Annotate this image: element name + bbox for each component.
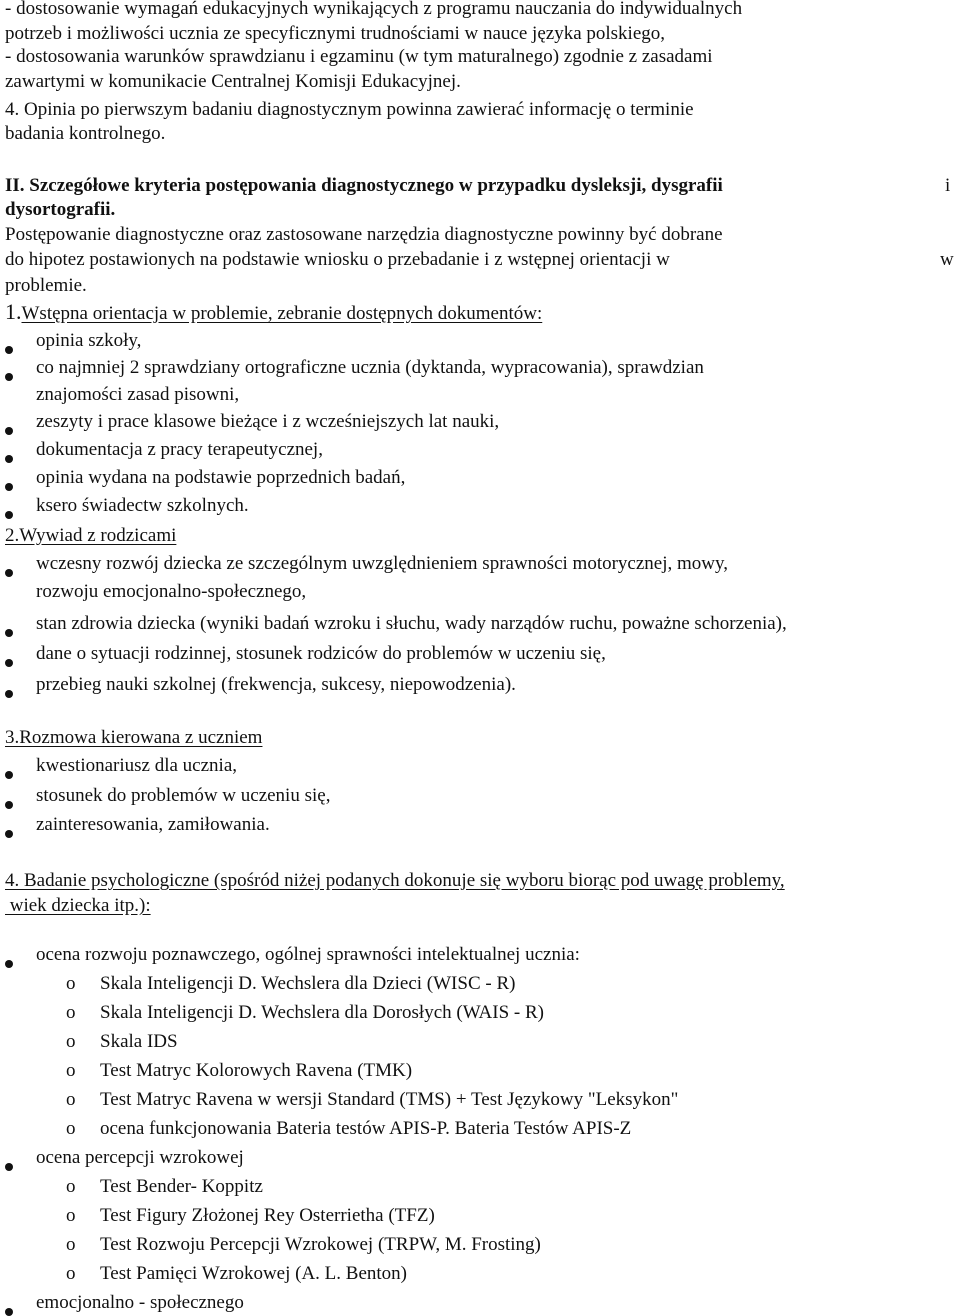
bullet-icon: [5, 830, 13, 838]
sub-list-item: Test Matryc Kolorowych Ravena (TMK): [100, 1060, 413, 1081]
bullet-icon: [5, 659, 13, 667]
list-item: stosunek do problemów w uczeniu się,: [36, 785, 331, 806]
sub-bullet-icon: o: [66, 1205, 76, 1226]
bullet-icon: [5, 1163, 13, 1171]
list-item: zeszyty i prace klasowe bieżące i z wcześniejszych lat nauki,: [36, 411, 500, 432]
list-item: stan zdrowia dziecka (wyniki badań wzroku i słuchu, wady narządów ruchu, poważne schorzenia),: [36, 613, 787, 634]
section-heading: II. Szczegółowe kryteria postępowania diagnostycznego w przypadku dysleksji, dysgrafii: [5, 175, 723, 196]
section-paragraph-end: w: [940, 249, 954, 270]
bullet-icon: [5, 690, 13, 698]
sub-list-item: Skala Inteligencji D. Wechslera dla Dorosłych (WAIS - R): [100, 1002, 544, 1023]
sub-bullet-icon: o: [66, 1060, 76, 1081]
list-item: wczesny rozwój dziecka ze szczególnym uwzględnieniem sprawności motorycznej, mowy,: [36, 553, 729, 574]
sub-list-item: Test Rozwoju Percepcji Wzrokowej (TRPW, M. Frosting): [100, 1234, 541, 1255]
part3-title: 3.Rozmowa kierowana z uczniem: [5, 727, 263, 748]
bullet-icon: [5, 346, 13, 354]
sub-list-item: Test Matryc Ravena w wersji Standard (TMS) + Test Językowy "Leksykon": [100, 1089, 679, 1110]
bullet-icon: [5, 960, 13, 968]
part4-title-cont: wiek dziecka itp.):: [5, 895, 151, 916]
sub-bullet-icon: o: [66, 1176, 76, 1197]
intro-line: potrzeb i możliwości ucznia ze specyficznymi trudnościami w nauce języka polskiego,: [5, 23, 666, 44]
sub-list-item: Test Bender- Koppitz: [100, 1176, 263, 1197]
list-item-cont: rozwoju emocjonalno-społecznego,: [36, 581, 307, 602]
section-paragraph: do hipotez postawionych na podstawie wniosku o przebadanie i z wstępnej orientacji w: [5, 249, 670, 270]
bullet-icon: [5, 1308, 13, 1316]
list-item: kwestionariusz dla ucznia,: [36, 755, 238, 776]
list-item: ocena rozwoju poznawczego, ogólnej sprawności intelektualnej ucznia:: [36, 944, 580, 965]
bullet-icon: [5, 455, 13, 463]
sub-bullet-icon: o: [66, 1118, 76, 1139]
sub-list-item: Skala IDS: [100, 1031, 178, 1052]
part2-title: 2.Wywiad z rodzicami: [5, 525, 177, 546]
bullet-icon: [5, 483, 13, 491]
bullet-icon: [5, 511, 13, 519]
sub-bullet-icon: o: [66, 973, 76, 994]
sub-bullet-icon: o: [66, 1002, 76, 1023]
list-item: opinia wydana na podstawie poprzednich badań,: [36, 467, 406, 488]
list-item-cont: znajomości zasad pisowni,: [36, 384, 240, 405]
section-paragraph: problemie.: [5, 275, 87, 296]
section-heading-cont: dysortografii.: [5, 199, 116, 220]
sub-list-item: Skala Inteligencji D. Wechslera dla Dzieci (WISC - R): [100, 973, 516, 994]
intro-line: zawartymi w komunikacie Centralnej Komisji Edukacyjnej.: [5, 71, 461, 92]
intro-line: - dostosowania warunków sprawdzianu i egzaminu (w tym maturalnego) zgodnie z zasadami: [5, 46, 713, 67]
bullet-icon: [5, 569, 13, 577]
list-item: co najmniej 2 sprawdziany ortograficzne ucznia (dyktanda, wypracowania), sprawdzian: [36, 357, 704, 378]
intro-line: - dostosowanie wymagań edukacyjnych wynikających z programu nauczania do indywidualnych: [5, 0, 743, 19]
bullet-icon: [5, 629, 13, 637]
sub-list-item: Test Pamięci Wzrokowej (A. L. Benton): [100, 1263, 407, 1284]
list-item: przebieg nauki szkolnej (frekwencja, sukcesy, niepowodzenia).: [36, 674, 516, 695]
intro-line: badania kontrolnego.: [5, 123, 166, 144]
sub-bullet-icon: o: [66, 1031, 76, 1052]
part1-title: Wstępna orientacja w problemie, zebranie dostępnych dokumentów:: [21, 303, 543, 324]
sub-bullet-icon: o: [66, 1089, 76, 1110]
part4-title: 4. Badanie psychologiczne (spośród niżej podanych dokonuje się wyboru biorąc pod uwagę problemy,: [5, 870, 785, 891]
list-item: dane o sytuacji rodzinnej, stosunek rodziców do problemów w uczeniu się,: [36, 643, 606, 664]
list-item: dokumentacja z pracy terapeutycznej,: [36, 439, 323, 460]
bullet-icon: [5, 771, 13, 779]
list-item: ocena percepcji wzrokowej: [36, 1147, 244, 1168]
list-item: opinia szkoły,: [36, 330, 142, 351]
part1-heading: [5, 301, 542, 325]
sub-list-item: ocena funkcjonowania Bateria testów APIS-P. Bateria Testów APIS-Z: [100, 1118, 632, 1139]
list-item: zainteresowania, zamiłowania.: [36, 814, 270, 835]
part1-number: 1.: [5, 299, 22, 324]
bullet-icon: [5, 427, 13, 435]
section-paragraph: Postępowanie diagnostyczne oraz zastosowane narzędzia diagnostyczne powinny być dobrane: [5, 224, 723, 245]
sub-bullet-icon: o: [66, 1234, 76, 1255]
list-item: emocjonalno - społecznego: [36, 1292, 244, 1313]
list-item: ksero świadectw szkolnych.: [36, 495, 249, 516]
section-heading-end: i: [945, 175, 951, 196]
bullet-icon: [5, 801, 13, 809]
bullet-icon: [5, 373, 13, 381]
intro-line: 4. Opinia po pierwszym badaniu diagnostycznym powinna zawierać informację o terminie: [5, 99, 694, 120]
sub-bullet-icon: o: [66, 1263, 76, 1284]
sub-list-item: Test Figury Złożonej Rey Osterrietha (TFZ): [100, 1205, 435, 1226]
